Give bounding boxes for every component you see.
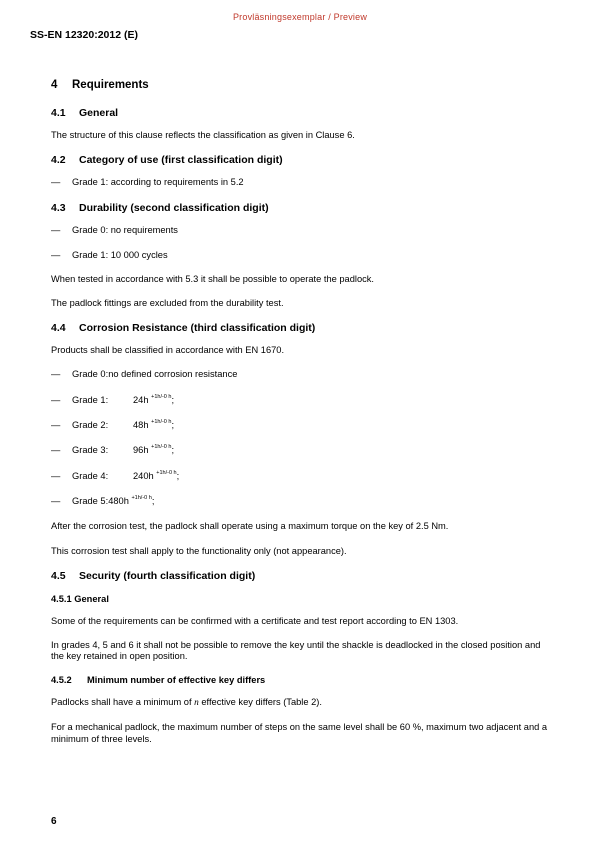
section-number: 4.3 — [51, 201, 66, 214]
grade-label: Grade 4: — [72, 470, 109, 481]
section-number: 4 — [51, 79, 58, 91]
tolerance: +1h/-0 h — [151, 444, 172, 451]
grade-item — [51, 444, 551, 457]
paragraph: For a mechanical padlock, the maximum number of steps on the same level shall be 60 %, maximum two adjacent and a minimum of three levels. — [51, 722, 548, 744]
paragraph: Some of the requirements can be confirmed with a certificate and test report according to EN 1303. — [51, 615, 459, 626]
list-dash: — — [51, 369, 61, 380]
document-id: SS-EN 12320:2012 (E) — [30, 29, 138, 41]
list-dash: — — [51, 225, 61, 236]
page-number: 6 — [51, 816, 57, 827]
variable-n: n — [194, 698, 199, 709]
heading-section-4-5-2 — [51, 675, 551, 687]
list-dash: — — [51, 419, 61, 430]
grade-label: Grade 5: — [72, 496, 109, 507]
grade-item — [51, 369, 551, 381]
grade-value: 24h — [133, 394, 149, 405]
section-title: Corrosion Resistance (third classification digit) — [79, 321, 316, 334]
grade-item — [51, 470, 551, 483]
paragraph-text: Padlocks shall have a minimum of — [51, 697, 195, 708]
heading-section-4 — [51, 78, 551, 93]
tolerance: +1h/-0 h — [151, 418, 172, 425]
tolerance: +1h/-0 h — [156, 469, 177, 476]
list-item-text: Grade 1: according to requirements in 5.2 — [72, 177, 244, 188]
section-title: Security (fourth classification digit) — [79, 570, 256, 583]
grade-value: 96h — [133, 445, 149, 456]
grade-tail: ; — [171, 419, 175, 430]
list-dash: — — [51, 445, 61, 456]
section-number: 4.2 — [51, 154, 66, 167]
grade-value: 48h — [133, 419, 149, 430]
list-dash: — — [51, 470, 61, 481]
grade-label: Grade 3: — [72, 445, 109, 456]
section-title: General — [74, 593, 109, 604]
list-dash: — — [51, 177, 61, 188]
list-item — [51, 225, 551, 237]
paragraph: The structure of this clause reflects the classification as given in Clause 6. — [51, 130, 355, 141]
section-number: 4.1 — [51, 106, 66, 119]
list-item-text: Grade 0: no requirements — [72, 225, 178, 236]
section-number: 4.5 — [51, 570, 66, 583]
heading-section-4-5 — [51, 570, 551, 583]
grade-item — [51, 495, 551, 508]
list-item-text: Grade 1: 10 000 cycles — [72, 249, 168, 260]
section-title: Durability (second classification digit) — [79, 201, 269, 214]
grade-tail: ; — [171, 445, 175, 456]
grade-tail: ; — [151, 496, 155, 507]
section-title: Requirements — [72, 79, 149, 91]
paragraph: Products shall be classified in accordance with EN 1670. — [51, 345, 285, 356]
grade-label: Grade 1: — [72, 394, 109, 405]
paragraph: This corrosion test shall apply to the functionality only (not appearance). — [51, 546, 347, 557]
tolerance: +1h/-0 h — [151, 393, 172, 400]
list-item — [51, 177, 551, 189]
section-number: 4.5.1 — [51, 593, 72, 604]
heading-section-4-1 — [51, 107, 551, 120]
paragraph: After the corrosion test, the padlock shall operate using a maximum torque on the key of 2.5 Nm. — [51, 520, 449, 531]
heading-section-4-4 — [51, 322, 551, 335]
heading-section-4-3 — [51, 202, 551, 215]
list-item — [51, 250, 551, 262]
tolerance: +1h/-0 h — [131, 495, 152, 502]
section-number: 4.4 — [51, 321, 66, 334]
page-content — [51, 78, 551, 758]
section-title: Category of use (first classification digit) — [79, 154, 283, 167]
grade-text: no defined corrosion resistance — [108, 369, 238, 380]
list-dash: — — [51, 249, 61, 260]
preview-banner: Provläsningsexemplar / Preview — [232, 12, 368, 22]
paragraph: In grades 4, 5 and 6 it shall not be possible to remove the key until the shackle is deadlocked in the closed position and the key retained in open position. — [51, 639, 541, 662]
grade-label: Grade 0: — [72, 369, 109, 380]
section-number: 4.5.2 — [51, 675, 72, 686]
list-dash: — — [51, 496, 61, 507]
grade-item — [51, 394, 551, 407]
paragraph — [51, 697, 551, 710]
paragraph: When tested in accordance with 5.3 it shall be possible to operate the padlock. — [51, 274, 375, 285]
section-title: General — [79, 106, 119, 119]
heading-section-4-5-1 — [51, 594, 551, 606]
paragraph: The padlock fittings are excluded from the durability test. — [51, 297, 284, 308]
grade-tail: ; — [171, 394, 175, 405]
grade-item — [51, 419, 551, 432]
grade-value: 480h — [108, 496, 129, 507]
list-dash: — — [51, 394, 61, 405]
paragraph-text: effective key differs (Table 2). — [198, 697, 322, 708]
heading-section-4-2 — [51, 154, 551, 167]
grade-label: Grade 2: — [72, 419, 109, 430]
section-title: Minimum number of effective key differs — [87, 675, 266, 686]
grade-value: 240h — [133, 470, 154, 481]
grade-tail: ; — [176, 470, 180, 481]
